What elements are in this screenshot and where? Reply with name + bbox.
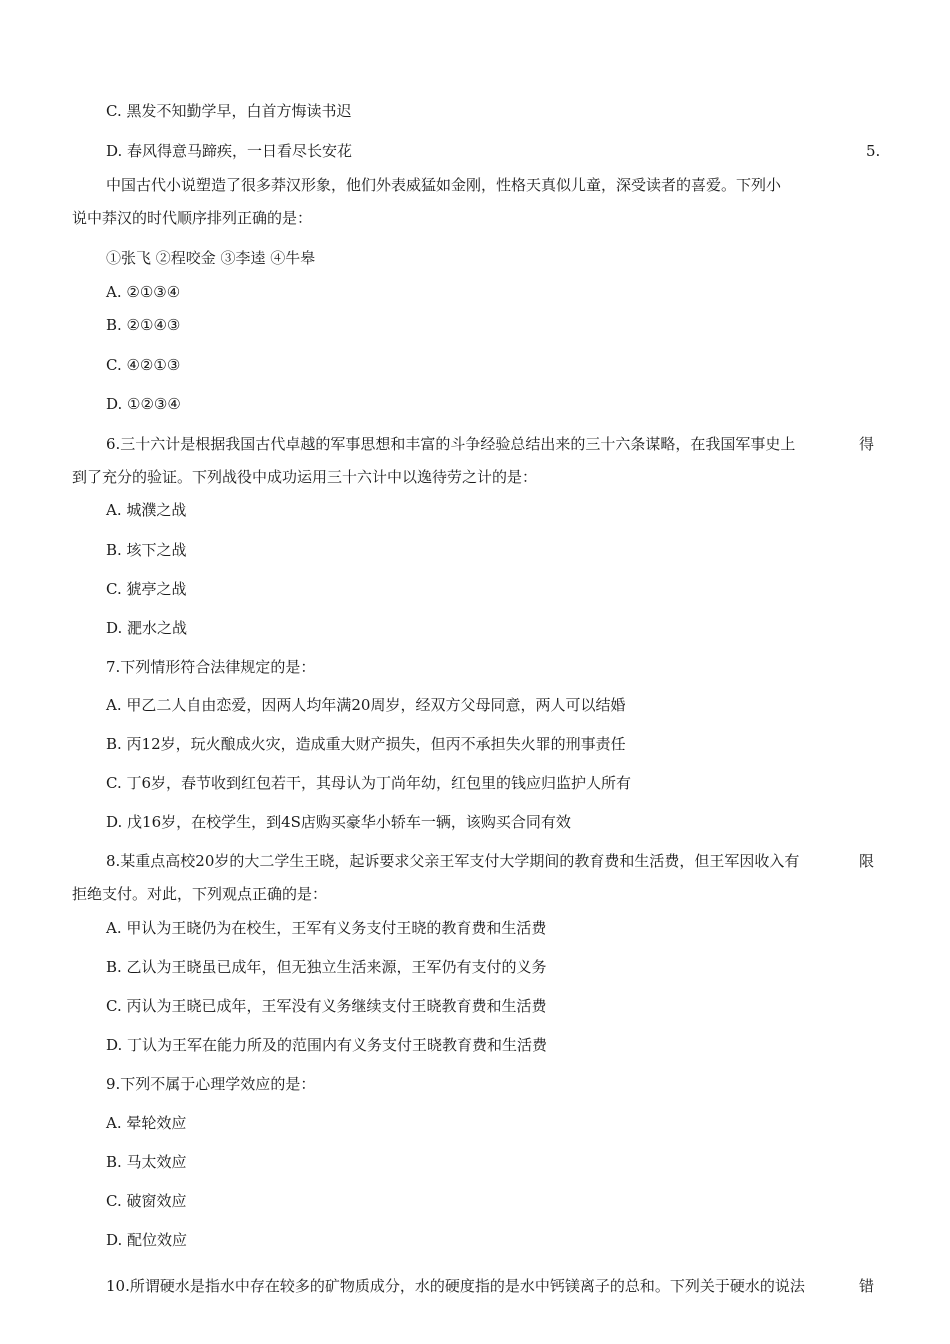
q5-option-d: D. ①②③④ — [106, 395, 181, 413]
q8-option-d: D. 丁认为王军在能力所及的范围内有义务支付王晓教育费和生活费 — [106, 1036, 548, 1054]
q6-stem-line-2: 到了充分的验证。下列战役中成功运用三十六计中以逸待劳之计的是： — [72, 468, 538, 486]
q8-option-c: C. 丙认为王晓已成年，王军没有义务继续支付王晓教育费和生活费 — [106, 997, 547, 1015]
q6-stem-line-1-end: 得 — [859, 435, 875, 453]
q8-stem-line-1-end: 限 — [859, 852, 875, 870]
q9-option-d: D. 配位效应 — [106, 1231, 188, 1249]
q6-option-d: D. 淝水之战 — [106, 619, 188, 637]
q6-option-c: C. 猇亭之战 — [106, 580, 187, 598]
q7-option-d: D. 戊16岁，在校学生，到4S店购买豪华小轿车一辆，该购买合同有效 — [106, 813, 571, 831]
q4-option-d: D. 春风得意马蹄疾，一日看尽长安花 — [106, 142, 353, 160]
q9-stem: 9.下列不属于心理学效应的是： — [106, 1075, 316, 1093]
q8-stem-line-1: 8.某重点高校20岁的大二学生王晓，起诉要求父亲王军支付大学期间的教育费和生活费，但王军因收入有 — [106, 852, 800, 870]
q8-option-a: A. 甲认为王晓仍为在校生，王军有义务支付王晓的教育费和生活费 — [106, 919, 547, 937]
q5-option-a: A. ②①③④ — [106, 283, 181, 301]
q5-stem-line-1: 中国古代小说塑造了很多莽汉形象，他们外表威猛如金刚，性格天真似儿童，深受读者的喜爱。下列小 — [106, 176, 782, 194]
q6-stem-line-1: 6.三十六计是根据我国古代卓越的军事思想和丰富的斗争经验总结出来的三十六条谋略，在我国军事史上 — [106, 435, 796, 453]
q9-option-a: A. 晕轮效应 — [106, 1114, 187, 1132]
q10-stem-line-1-end: 错 — [859, 1277, 875, 1295]
q7-option-c: C. 丁6岁，春节收到红包若干，其母认为丁尚年幼，红包里的钱应归监护人所有 — [106, 774, 632, 792]
q9-option-b: B. 马太效应 — [106, 1153, 187, 1171]
q7-option-a: A. 甲乙二人自由恋爱，因两人均年满20周岁，经双方父母同意，两人可以结婚 — [106, 696, 626, 714]
q7-option-b: B. 丙12岁，玩火酿成火灾，造成重大财产损失，但丙不承担失火罪的刑事责任 — [106, 735, 626, 753]
q8-option-b: B. 乙认为王晓虽已成年，但无独立生活来源，王军仍有支付的义务 — [106, 958, 547, 976]
q5-option-c: C. ④②①③ — [106, 356, 181, 374]
q5-items: ①张飞 ②程咬金 ③李逵 ④牛皋 — [106, 249, 316, 267]
q5-stem-line-2: 说中莽汉的时代顺序排列正确的是： — [72, 209, 313, 227]
q4-option-c: C. 黑发不知勤学早，白首方悔读书迟 — [106, 102, 352, 120]
q10-stem-line-1: 10.所谓硬水是指水中存在较多的矿物质成分，水的硬度指的是水中钙镁离子的总和。下列关于硬水的说法 — [106, 1277, 805, 1295]
q6-option-b: B. 垓下之战 — [106, 541, 187, 559]
question-number-5: 5. — [866, 142, 881, 160]
q5-option-b: B. ②①④③ — [106, 316, 181, 334]
q8-stem-line-2: 拒绝支付。对此，下列观点正确的是： — [72, 885, 328, 903]
q6-option-a: A. 城濮之战 — [106, 501, 187, 519]
q7-stem: 7.下列情形符合法律规定的是： — [106, 658, 316, 676]
q9-option-c: C. 破窗效应 — [106, 1192, 187, 1210]
